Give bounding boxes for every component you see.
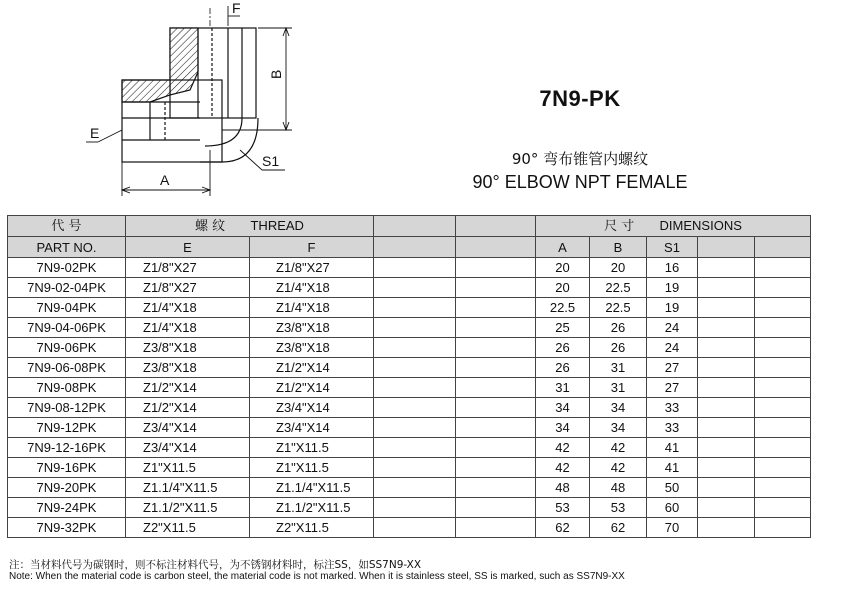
material-note-en: Note: When the material code is carbon steel, the material code is not marked. When it is stainless steel, SS is marked, such as SS7N9-XX — [9, 571, 625, 582]
thread-header: 螺 纹 THREAD — [126, 216, 374, 237]
thread-e-cell: Z3/4"X14 — [126, 438, 250, 458]
thread-f-cell: Z1/4"X18 — [250, 278, 374, 298]
thread-f-cell: Z3/4"X14 — [250, 418, 374, 438]
blank-cell — [698, 258, 755, 278]
thread-e-cell: Z1/4"X18 — [126, 298, 250, 318]
blank-cell — [698, 338, 755, 358]
blank-cell — [698, 298, 755, 318]
thread-e-cell: Z1/8"X27 — [126, 258, 250, 278]
part-number-cell: 7N9-24PK — [8, 498, 126, 518]
part-number-cell: 7N9-08-12PK — [8, 398, 126, 418]
thread-e-cell: Z3/8"X18 — [126, 338, 250, 358]
blank-cell — [456, 298, 536, 318]
dim-b-cell: 62 — [590, 518, 647, 538]
dim-a-cell: 34 — [536, 398, 590, 418]
blank-cell — [698, 498, 755, 518]
dim-b-cell: 48 — [590, 478, 647, 498]
dim-s1-cell: 19 — [647, 298, 698, 318]
blank-cell — [698, 278, 755, 298]
part-number-cell: 7N9-02PK — [8, 258, 126, 278]
dim-b-cell: 26 — [590, 338, 647, 358]
col-header-f: F — [250, 237, 374, 258]
dim-s1-cell: 24 — [647, 338, 698, 358]
part-header-cn: 代 号 — [8, 216, 126, 237]
blank-cell — [698, 358, 755, 378]
part-number-cell: 7N9-08PK — [8, 378, 126, 398]
blank-cell — [456, 358, 536, 378]
product-name-cn: 90° 弯布锥管内螺纹 — [511, 150, 649, 168]
blank-cell — [456, 318, 536, 338]
elbow-curve — [222, 118, 258, 162]
thread-f-cell: Z2"X11.5 — [250, 518, 374, 538]
blank-cell — [374, 398, 456, 418]
blank-cell — [755, 518, 811, 538]
blank-cell — [456, 278, 536, 298]
dim-a-cell: 42 — [536, 458, 590, 478]
blank-cell — [456, 258, 536, 278]
table-row — [8, 418, 811, 438]
table-row — [8, 518, 811, 538]
blank-cell — [698, 458, 755, 478]
thread-e-cell: Z1.1/2"X11.5 — [126, 498, 250, 518]
blank-cell — [698, 378, 755, 398]
blank-cell — [698, 418, 755, 438]
part-number-cell: 7N9-32PK — [8, 518, 126, 538]
part-number-cell: 7N9-20PK — [8, 478, 126, 498]
dim-b-cell: 42 — [590, 438, 647, 458]
label-a: A — [160, 172, 170, 188]
dim-s1-cell: 33 — [647, 398, 698, 418]
dim-s1-cell: 19 — [647, 278, 698, 298]
dim-b-cell: 53 — [590, 498, 647, 518]
dim-a-cell: 25 — [536, 318, 590, 338]
thread-f-cell: Z3/8"X18 — [250, 318, 374, 338]
table-header-row-2 — [8, 237, 811, 258]
blank-cell — [456, 378, 536, 398]
blank-cell — [456, 478, 536, 498]
dim-s1-cell: 70 — [647, 518, 698, 538]
label-b: B — [268, 69, 284, 79]
blank-cell — [755, 358, 811, 378]
blank-cell — [374, 338, 456, 358]
dim-a-cell: 20 — [536, 258, 590, 278]
blank-cell — [755, 278, 811, 298]
material-note-cn: 注：当材料代号为碳钢时，则不标注材料代号，为不锈钢材料时，标注SS，如SS7N9-XX — [9, 559, 422, 571]
part-number-cell: 7N9-12-16PK — [8, 438, 126, 458]
elbow-technical-drawing — [0, 0, 310, 205]
dim-s1-cell: 24 — [647, 318, 698, 338]
product-name-en: 90° ELBOW NPT FEMALE — [472, 172, 688, 192]
thread-e-cell: Z1/8"X27 — [126, 278, 250, 298]
thread-f-cell: Z1"X11.5 — [250, 458, 374, 478]
blank-header — [374, 216, 456, 237]
table-row — [8, 378, 811, 398]
table-row — [8, 258, 811, 278]
col-header-a: A — [536, 237, 590, 258]
blank-cell — [374, 498, 456, 518]
blank-header — [374, 237, 456, 258]
blank-cell — [456, 338, 536, 358]
thread-f-cell: Z1/4"X18 — [250, 298, 374, 318]
table-row — [8, 298, 811, 318]
dim-a-cell: 53 — [536, 498, 590, 518]
part-number-cell: 7N9-02-04PK — [8, 278, 126, 298]
dim-a-cell: 34 — [536, 418, 590, 438]
blank-cell — [755, 398, 811, 418]
blank-cell — [374, 318, 456, 338]
blank-cell — [698, 398, 755, 418]
table-row — [8, 278, 811, 298]
label-f: F — [232, 0, 241, 16]
blank-header — [755, 237, 811, 258]
dim-a-cell: 22.5 — [536, 298, 590, 318]
thread-f-cell: Z1.1/4"X11.5 — [250, 478, 374, 498]
blank-cell — [456, 518, 536, 538]
blank-cell — [755, 318, 811, 338]
dim-b-cell: 26 — [590, 318, 647, 338]
dimensions-header: 尺 寸 DIMENSIONS — [536, 216, 811, 237]
table-row — [8, 318, 811, 338]
blank-cell — [755, 378, 811, 398]
label-s1: S1 — [262, 153, 280, 169]
specification-table — [7, 215, 811, 538]
part-number-cell: 7N9-06-08PK — [8, 358, 126, 378]
table-row — [8, 358, 811, 378]
dim-s1-cell: 41 — [647, 438, 698, 458]
thread-e-cell: Z3/4"X14 — [126, 418, 250, 438]
dim-s1-cell: 27 — [647, 358, 698, 378]
dim-a-cell: 31 — [536, 378, 590, 398]
part-number-cell: 7N9-12PK — [8, 418, 126, 438]
dim-b-cell: 22.5 — [590, 298, 647, 318]
blank-cell — [374, 298, 456, 318]
blank-header — [456, 216, 536, 237]
dim-s1-cell: 60 — [647, 498, 698, 518]
dim-s1-cell: 50 — [647, 478, 698, 498]
dim-b-cell: 31 — [590, 358, 647, 378]
table-row — [8, 498, 811, 518]
table-row — [8, 458, 811, 478]
part-number-cell: 7N9-06PK — [8, 338, 126, 358]
part-number-cell: 7N9-04-06PK — [8, 318, 126, 338]
dim-b-cell: 42 — [590, 458, 647, 478]
dim-s1-cell: 27 — [647, 378, 698, 398]
dim-s1-cell: 33 — [647, 418, 698, 438]
thread-f-cell: Z1/8"X27 — [250, 258, 374, 278]
dim-s1-cell: 41 — [647, 458, 698, 478]
part-number-cell: 7N9-16PK — [8, 458, 126, 478]
thread-e-cell: Z1.1/4"X11.5 — [126, 478, 250, 498]
table-row — [8, 478, 811, 498]
table-row — [8, 438, 811, 458]
part-header-en: PART NO. — [8, 237, 126, 258]
blank-cell — [755, 478, 811, 498]
blank-header — [456, 237, 536, 258]
dim-b-cell: 34 — [590, 418, 647, 438]
blank-cell — [755, 458, 811, 478]
blank-cell — [698, 518, 755, 538]
dim-b-cell: 34 — [590, 398, 647, 418]
blank-cell — [698, 318, 755, 338]
product-code-title: 7N9-PK — [539, 86, 621, 111]
blank-cell — [374, 438, 456, 458]
dim-b-cell: 22.5 — [590, 278, 647, 298]
thread-f-cell: Z1/2"X14 — [250, 358, 374, 378]
thread-e-cell: Z1/2"X14 — [126, 398, 250, 418]
dim-a-cell: 26 — [536, 358, 590, 378]
dim-b-cell: 20 — [590, 258, 647, 278]
col-header-s1: S1 — [647, 237, 698, 258]
thread-e-cell: Z3/8"X18 — [126, 358, 250, 378]
part-number-cell: 7N9-04PK — [8, 298, 126, 318]
label-e: E — [90, 125, 100, 141]
dim-b-cell: 31 — [590, 378, 647, 398]
table-row — [8, 338, 811, 358]
blank-cell — [698, 478, 755, 498]
blank-cell — [374, 478, 456, 498]
thread-f-cell: Z1.1/2"X11.5 — [250, 498, 374, 518]
blank-header — [698, 237, 755, 258]
blank-cell — [374, 458, 456, 478]
table-header-row-1 — [8, 216, 811, 237]
dim-s1-cell: 16 — [647, 258, 698, 278]
blank-cell — [374, 358, 456, 378]
thread-e-cell: Z1"X11.5 — [126, 458, 250, 478]
thread-e-cell: Z1/4"X18 — [126, 318, 250, 338]
blank-cell — [755, 438, 811, 458]
blank-cell — [456, 398, 536, 418]
thread-f-cell: Z3/8"X18 — [250, 338, 374, 358]
blank-cell — [755, 298, 811, 318]
thread-f-cell: Z3/4"X14 — [250, 398, 374, 418]
col-header-b: B — [590, 237, 647, 258]
blank-cell — [698, 438, 755, 458]
thread-f-cell: Z1/2"X14 — [250, 378, 374, 398]
blank-cell — [374, 258, 456, 278]
blank-cell — [374, 278, 456, 298]
table-row — [8, 398, 811, 418]
blank-cell — [374, 418, 456, 438]
thread-f-cell: Z1"X11.5 — [250, 438, 374, 458]
thread-e-cell: Z2"X11.5 — [126, 518, 250, 538]
blank-cell — [456, 418, 536, 438]
blank-cell — [755, 418, 811, 438]
blank-cell — [755, 338, 811, 358]
blank-cell — [374, 518, 456, 538]
blank-cell — [755, 258, 811, 278]
blank-cell — [456, 438, 536, 458]
col-header-e: E — [126, 237, 250, 258]
dim-a-cell: 26 — [536, 338, 590, 358]
dim-a-cell: 62 — [536, 518, 590, 538]
dim-a-cell: 42 — [536, 438, 590, 458]
blank-cell — [456, 458, 536, 478]
blank-cell — [456, 498, 536, 518]
blank-cell — [755, 498, 811, 518]
blank-cell — [374, 378, 456, 398]
dim-a-cell: 48 — [536, 478, 590, 498]
dim-a-cell: 20 — [536, 278, 590, 298]
thread-e-cell: Z1/2"X14 — [126, 378, 250, 398]
